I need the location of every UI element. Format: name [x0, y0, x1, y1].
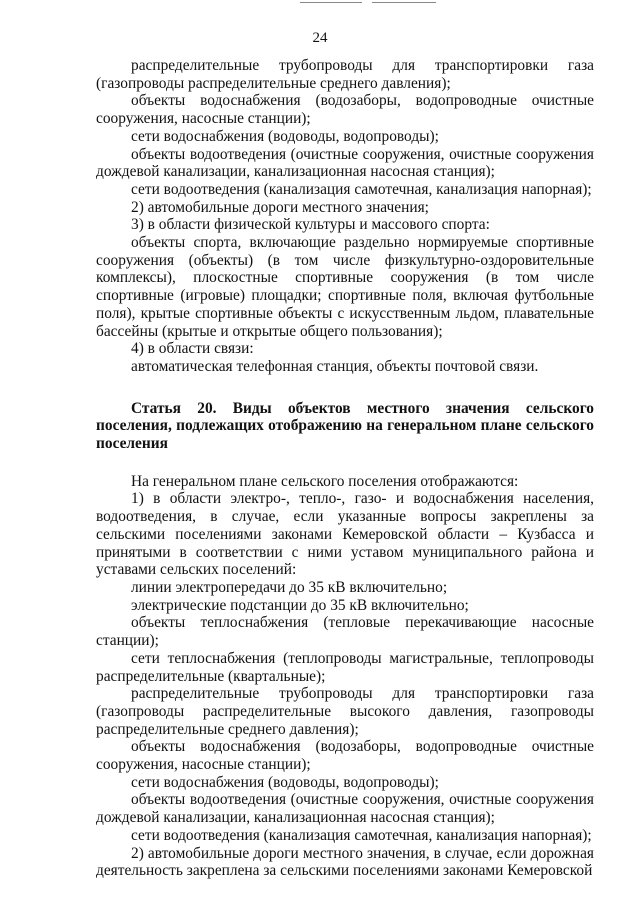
paragraph: сети водоснабжения (водоводы, водопроводы);	[131, 773, 439, 791]
document-body	[96, 57, 594, 880]
paragraph: объекты водоснабжения (водозаборы, водопроводные очистные сооружения, насосные станции);	[96, 738, 594, 774]
paragraph: объекты водоснабжения (водозаборы, водопроводные очистные сооружения, насосные станции);	[96, 92, 594, 128]
paragraph: объекты спорта, включающие раздельно нормируемые спортивные сооружения (объекты) (в том числе физкультурно-оздоровительные комплексы), плоскостные спортивные сооружения (в том числе спортивные (игровые) площадки; спортивные поля, включая футбольные поля), крытые спортивные объекты с искусственным льдом, плавательные бассейны (крытые и открытые общего пользования);	[96, 234, 594, 340]
paragraph: На генеральном плане сельского поселения отображаются:	[131, 472, 519, 490]
top-scan-line-right	[372, 2, 436, 3]
paragraph: автоматическая телефонная станция, объекты почтовой связи.	[131, 357, 539, 375]
paragraph: объекты теплоснабжения (тепловые перекачивающие насосные станции);	[96, 614, 594, 650]
article-heading: Статья 20. Виды объектов местного значения сельского поселения, подлежащих отображению на генеральном плане сельского поселения	[96, 399, 594, 453]
paragraph: объекты водоотведения (очистные сооружения, очистные сооружения дождевой канализации, канализационная насосная станция);	[96, 145, 594, 181]
paragraph: линии электропередачи до 35 кВ включительно;	[131, 578, 448, 596]
paragraph: объекты водоотведения (очистные сооружения, очистные сооружения дождевой канализации, канализационная насосная станция);	[96, 791, 594, 827]
paragraph: сети водоотведения (канализация самотечная, канализация напорная);	[131, 826, 592, 844]
paragraph: сети водоотведения (канализация самотечная, канализация напорная);	[131, 180, 592, 198]
paragraph: распределительные трубопроводы для транспортировки газа (газопроводы распределительные среднего давления);	[96, 57, 594, 92]
paragraph: распределительные трубопроводы для транспортировки газа (газопроводы распределительные высокого давления, газопроводы распределительные среднего давления);	[96, 685, 594, 738]
top-scan-line-left	[300, 2, 362, 3]
paragraph: 4) в области связи:	[131, 340, 254, 358]
paragraph: электрические подстанции до 35 кВ включительно;	[131, 596, 469, 614]
paragraph: сети теплоснабжения (теплопроводы магистральные, теплопроводы распределительные (квартальные);	[96, 649, 594, 685]
page-number: 24	[312, 30, 328, 46]
paragraph: 2) автомобильные дороги местного значения, в случае, если дорожная деятельность закреплена за сельскими поселениями законами Кемеровской	[96, 844, 594, 880]
paragraph: 3) в области физической культуры и массового спорта:	[131, 216, 490, 234]
paragraph: сети водоснабжения (водоводы, водопроводы);	[131, 127, 439, 145]
paragraph: 1) в области электро-, тепло-, газо- и водоснабжения населения, водоотведения, в случае, если указанные вопросы закреплены за сельскими поселениями законами Кемеровской области – Кузбасса и принятыми в соответствии с ними уставом муниципального района и уставами сельских поселений:	[96, 490, 594, 579]
paragraph: 2) автомобильные дороги местного значения;	[131, 198, 429, 216]
